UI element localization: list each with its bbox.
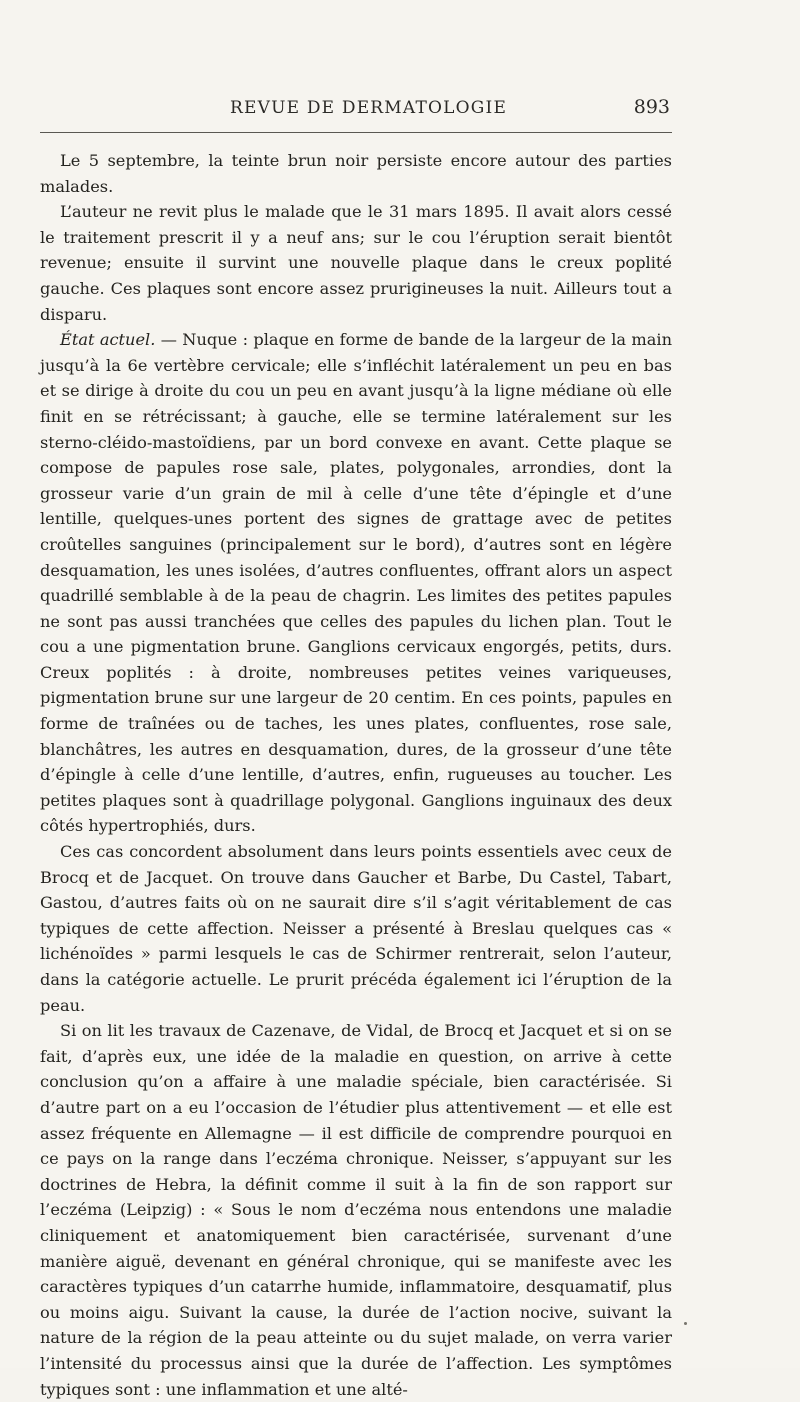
paragraph-1 — [40, 148, 672, 199]
paragraph-3-lead: État actuel. — [60, 330, 156, 350]
running-header — [40, 98, 670, 122]
running-title: REVUE DE DERMATOLOGIE — [230, 98, 508, 118]
paragraph-2 — [40, 199, 672, 327]
article-body — [40, 148, 672, 1402]
margin-mark — [684, 1322, 687, 1325]
paragraph-1-text: Le 5 septembre, la teinte brun noir persiste encore autour des parties malades. — [40, 151, 672, 196]
paragraph-4 — [40, 839, 672, 1018]
paragraph-5 — [40, 1018, 672, 1402]
paragraph-2-text: L’auteur ne revit plus le malade que le 31 mars 1895. Il avait alors cessé le traitement prescrit il y a neuf ans; sur le cou l’éruption serait bientôt revenue; ensuite il survint une nouvelle plaque dans le creux poplité gauche. Ces plaques sont encore assez prurigineuses la nuit. Ailleurs tout a disparu. — [40, 202, 672, 324]
paragraph-3-text: — Nuque : plaque en forme de bande de la largeur de la main jusqu’à la 6e vertèbre cervicale; elle s’infléchit latéralement un peu en bas et se dirige à droite du cou un peu en avant jusqu’à la ligne médiane où elle finit en se rétrécissant; à gauche, elle se termine latéralement sur les sterno-cléido-mastoïdiens, par un bord convexe en avant. Cette plaque se compose de papules rose sale, plates, polygonales, arrondies, dont la grosseur varie d’un grain de mil à celle d’une tête d’épingle et d’une lentille, quelques-unes portent des signes de grattage avec de petites croûtelles sanguines (principalement sur le bord), d’autres sont en légère desquamation, les unes isolées, d’autres confluentes, offrant alors un aspect quadrillé semblable à de la peau de chagrin. Les limites des petites papules ne sont pas aussi tranchées que celles des papules du lichen plan. Tout le cou a une pigmentation brune. Ganglions cervicaux engorgés, petits, durs. Creux poplités : à droite, nombreuses petites veines variqueuses, pigmentation brune sur une largeur de 20 centim. En ces points, papules en forme de traînées ou de taches, les unes plates, confluentes, rose sale, blanchâtres, les autres en desquamation, dures, de la grosseur d’une tête d’épingle à celle d’une lentille, d’autres, enfin, rugueuses au toucher. Les petites plaques sont à quadrillage polygonal. Ganglions inguinaux des deux côtés hypertrophiés, durs. — [40, 330, 672, 836]
page-number: 893 — [633, 96, 670, 118]
header-rule — [40, 132, 672, 133]
paragraph-3 — [40, 327, 672, 839]
paragraph-4-text: Ces cas concordent absolument dans leurs points essentiels avec ceux de Brocq et de Jacquet. On trouve dans Gaucher et Barbe, Du Castel, Tabart, Gastou, d’autres faits où on ne saurait dire s’il s’agit véritablement de cas typiques de cette affection. Neisser a présenté à Breslau quelques cas « lichénoïdes » parmi lesquels le cas de Schirmer rentrerait, selon l’auteur, dans la catégorie actuelle. Le prurit précéda également ici l’éruption de la peau. — [40, 842, 672, 1015]
paragraph-5-text: Si on lit les travaux de Cazenave, de Vidal, de Brocq et Jacquet et si on se fait, d’après eux, une idée de la maladie en question, on arrive à cette conclusion qu’on a affaire à une maladie spéciale, bien caractérisée. Si d’autre part on a eu l’occasion de l’étudier plus attentivement — et elle est assez fréquente en Allemagne — il est difficile de comprendre pourquoi en ce pays on la range dans l’eczéma chronique. Neisser, s’appuyant sur les doctrines de Hebra, la définit comme il suit à la fin de son rapport sur l’eczéma (Leipzig) : « Sous le nom d’eczéma nous entendons une maladie cliniquement et anatomiquement bien caractérisée, survenant d’une manière aiguë, devenant en général chronique, qui se manifeste avec les caractères typiques d’un catarrhe humide, inflammatoire, desquamatif, plus ou moins aigu. Suivant la cause, la durée de l’action nocive, suivant la nature de la région de la peau atteinte ou du sujet malade, on verra varier l’intensité du processus ainsi que la durée de l’affection. Les symptômes typiques sont : une inflammation et une alté- — [40, 1021, 672, 1399]
